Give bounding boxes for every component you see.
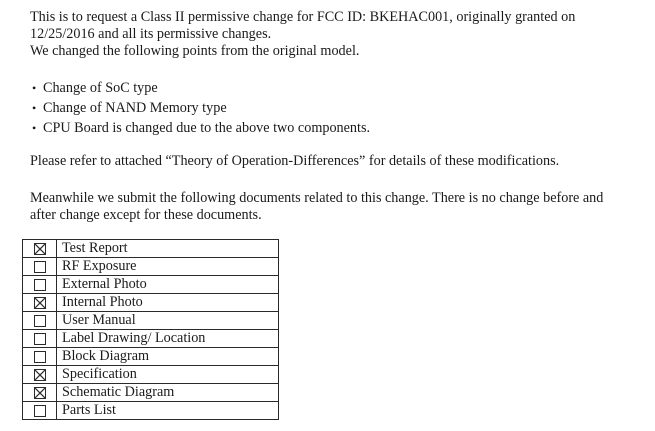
intro-line-2: 12/25/2016 and all its permissive changes. <box>30 26 272 42</box>
document-label: RF Exposure <box>57 258 279 276</box>
document-row <box>23 330 279 348</box>
document-row <box>23 312 279 330</box>
unchecked-box-icon <box>34 261 46 273</box>
checked-box-icon <box>34 369 46 381</box>
document-checkbox-cell <box>23 276 57 294</box>
checked-box-icon <box>34 387 46 399</box>
document-row <box>23 294 279 312</box>
document-label: Parts List <box>57 402 279 420</box>
document-label: Block Diagram <box>57 348 279 366</box>
unchecked-box-icon <box>34 279 46 291</box>
document-checkbox-cell <box>23 330 57 348</box>
unchecked-box-icon <box>34 405 46 417</box>
change-item-text: Change of NAND Memory type <box>43 100 227 116</box>
checked-box-icon <box>34 297 46 309</box>
unchecked-box-icon <box>34 351 46 363</box>
document-row <box>23 240 279 258</box>
document-checkbox-cell <box>23 402 57 420</box>
document-checkbox-cell <box>23 258 57 276</box>
bullet-icon: • <box>32 101 37 115</box>
documents-table <box>22 239 279 420</box>
document-label: External Photo <box>57 276 279 294</box>
change-item <box>32 78 370 98</box>
document-row <box>23 258 279 276</box>
document-row <box>23 276 279 294</box>
document-row <box>23 366 279 384</box>
bullet-icon: • <box>32 81 37 95</box>
document-label: Internal Photo <box>57 294 279 312</box>
document-label: Test Report <box>57 240 279 258</box>
meanwhile-line-2: after change except for these documents. <box>30 207 262 223</box>
document-label: Label Drawing/ Location <box>57 330 279 348</box>
refer-paragraph: Please refer to attached “Theory of Operation-Differences” for details of these modifications. <box>30 153 560 169</box>
document-checkbox-cell <box>23 312 57 330</box>
unchecked-box-icon <box>34 333 46 345</box>
document-checkbox-cell <box>23 348 57 366</box>
document-checkbox-cell <box>23 294 57 312</box>
unchecked-box-icon <box>34 315 46 327</box>
document-row <box>23 348 279 366</box>
checked-box-icon <box>34 243 46 255</box>
change-item <box>32 98 370 118</box>
document-label: Schematic Diagram <box>57 384 279 402</box>
intro-line-1: This is to request a Class II permissive change for FCC ID: BKEHAC001, originally granted on <box>30 9 576 25</box>
document-checkbox-cell <box>23 366 57 384</box>
document-row <box>23 402 279 420</box>
changes-list <box>32 78 370 138</box>
change-item <box>32 118 370 138</box>
bullet-icon: • <box>32 121 37 135</box>
document-label: User Manual <box>57 312 279 330</box>
document-label: Specification <box>57 366 279 384</box>
document-checkbox-cell <box>23 384 57 402</box>
document-row <box>23 384 279 402</box>
intro-line-3: We changed the following points from the original model. <box>30 43 360 59</box>
document-checkbox-cell <box>23 240 57 258</box>
change-item-text: CPU Board is changed due to the above two components. <box>43 120 371 136</box>
change-item-text: Change of SoC type <box>43 80 158 96</box>
meanwhile-line-1: Meanwhile we submit the following documents related to this change. There is no change before and <box>30 190 604 206</box>
